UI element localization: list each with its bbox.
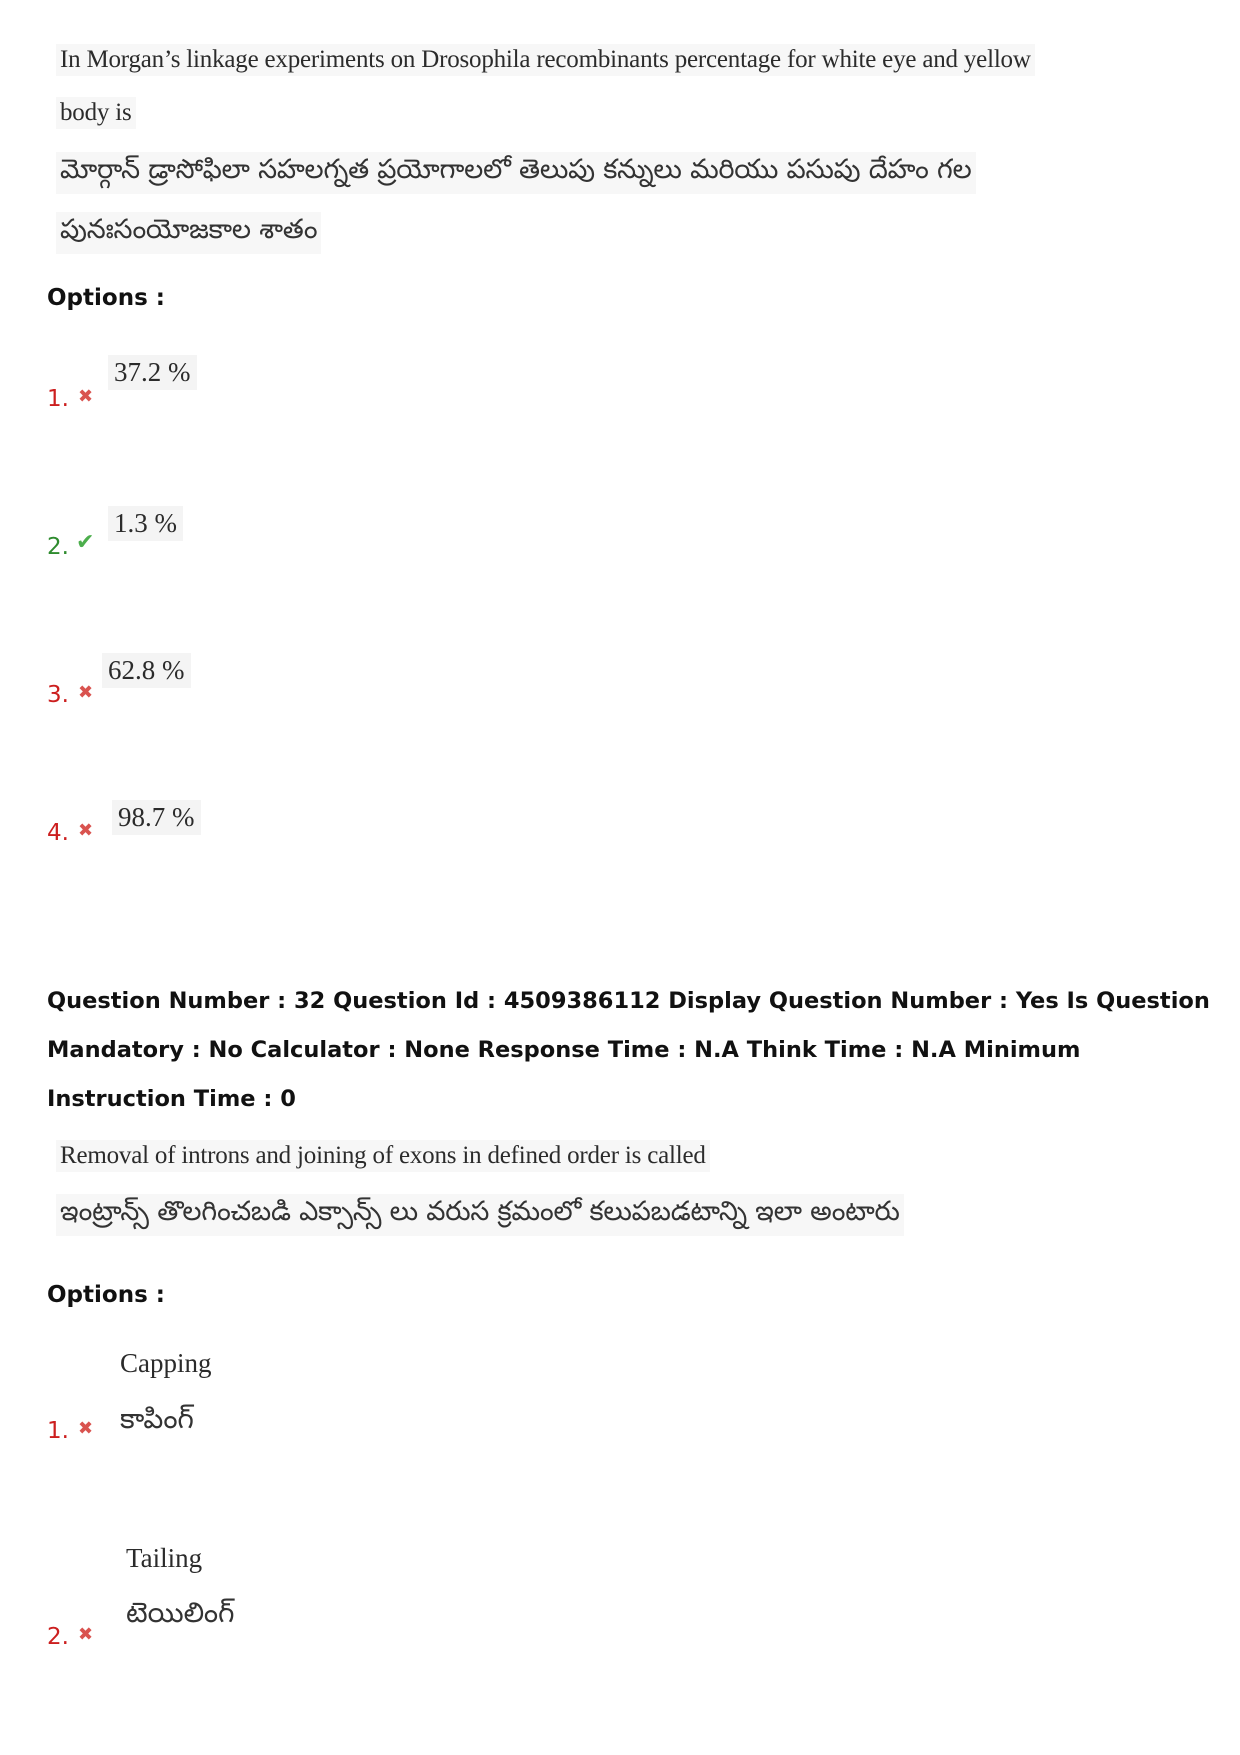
question-31-text-te-line2: పునఃసంయోజకాల శాతం (56, 212, 321, 254)
question-31-text-en-line2: body is (56, 97, 136, 129)
q31-option-2-number: 2. (47, 534, 69, 560)
q31-option-3-text: 62.8 % (102, 653, 191, 688)
q31-option-3-number: 3. (47, 682, 69, 708)
q31-option-4-text: 98.7 % (112, 800, 201, 835)
q32-option-1-text-te: కాపింగ్ (114, 1400, 200, 1444)
question-31-options-label: Options : (47, 285, 165, 311)
q31-option-2-text: 1.3 % (108, 506, 183, 541)
question-31-text-te-line1: మోర్గాన్ డ్రాసోఫిలా సహలగ్నత ప్రయోగాలలో తెలుపు కన్నులు మరియు పసుపు దేహం గల (56, 152, 976, 194)
cross-icon: ✖ (78, 386, 94, 407)
check-icon: ✔ (76, 530, 95, 555)
q32-option-1-text-en: Capping (114, 1346, 218, 1381)
q32-option-2-number: 2. (47, 1624, 69, 1650)
question-32-text-te: ఇంట్రాన్స్ తొలగించబడి ఎక్సాన్స్ లు వరుస క్రమంలో కలుపబడటాన్ని ఇలా అంటారు (56, 1194, 904, 1236)
question-32-options-label: Options : (47, 1282, 165, 1308)
q32-option-2-text-en: Tailing (120, 1541, 208, 1576)
q31-option-4-number: 4. (47, 820, 69, 846)
cross-icon: ✖ (78, 820, 94, 841)
question-32-meta: Question Number : 32 Question Id : 4509386112 Display Question Number : Yes Is Question Mandatory : No Calculator : None Response Time : N.A Think Time : N.A Minimum Instruction Time : 0 (47, 988, 1210, 1112)
q32-option-1-number: 1. (47, 1418, 69, 1444)
q31-option-1-number: 1. (47, 386, 69, 412)
cross-icon: ✖ (78, 1624, 94, 1645)
question-32-text-en: Removal of introns and joining of exons in defined order is called (56, 1140, 710, 1172)
question-31-text-en-line1: In Morgan’s linkage experiments on Drosophila recombinants percentage for white eye and yellow (56, 44, 1035, 76)
cross-icon: ✖ (78, 682, 94, 703)
q32-option-2-text-te: టెయిలింగ్ (120, 1594, 240, 1638)
q31-option-1-text: 37.2 % (108, 355, 197, 390)
cross-icon: ✖ (78, 1418, 94, 1439)
